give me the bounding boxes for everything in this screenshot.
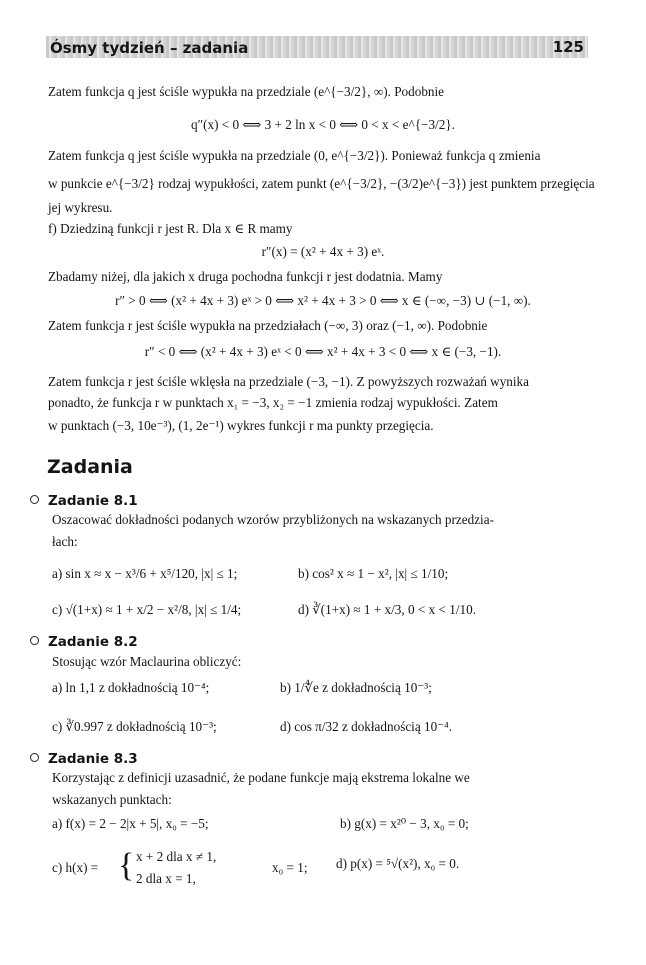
task-item-c: c) ∛0.997 z dokładnością 10⁻³; — [52, 719, 217, 734]
task-item-c-label: c) h(x) = — [52, 860, 99, 875]
bullet-circle-icon — [30, 753, 39, 762]
paragraph-line: jej wykresu. — [48, 200, 113, 215]
task-label: Zadanie 8.3 — [48, 751, 138, 767]
paragraph-line: ponadto, że funkcja r w punktach x₁ = −3, x₂ = −1 zmienia rodzaj wypukłości. Zatem — [48, 395, 498, 410]
task-heading — [30, 634, 138, 650]
equation: r″ < 0 ⟺ (x² + 4x + 3) eˣ < 0 ⟺ x² + 4x + 3 < 0 ⟺ x ∈ (−3, −1). — [144, 344, 502, 359]
task-label: Zadanie 8.2 — [48, 634, 138, 650]
task-text: Oszacować dokładności podanych wzorów przybliżonych na wskazanych przedzia- — [52, 512, 494, 527]
task-text: Korzystając z definicji uzasadnić, że podane funkcje mają ekstrema lokalne we — [52, 770, 470, 785]
task-item-b: b) g(x) = x²⁰ − 3, x₀ = 0; — [340, 816, 469, 831]
paragraph-line: Zatem funkcja q jest ściśle wypukła na przedziale (0, e^{−3/2}). Ponieważ funkcja q zmienia — [48, 148, 541, 163]
equation: q″(x) < 0 ⟺ 3 + 2 ln x < 0 ⟺ 0 < x < e^{−3/2}. — [191, 117, 455, 132]
task-item-a: a) sin x ≈ x − x³/6 + x⁵/120, |x| ≤ 1; — [52, 566, 238, 581]
piecewise-case-1: x + 2 dla x ≠ 1, — [136, 849, 217, 864]
equation: r″(x) = (x² + 4x + 3) eˣ. — [261, 244, 385, 259]
equation: r″ > 0 ⟺ (x² + 4x + 3) eˣ > 0 ⟺ x² + 4x + 3 > 0 ⟺ x ∈ (−∞, −3) ∪ (−1, ∞). — [115, 293, 531, 308]
bullet-circle-icon — [30, 495, 39, 504]
piecewise-case-2: 2 dla x = 1, — [136, 871, 196, 886]
page-number: 125 — [552, 38, 584, 56]
task-item-c: c) √(1+x) ≈ 1 + x/2 − x²/8, |x| ≤ 1/4; — [52, 602, 242, 617]
paragraph-line: Zatem funkcja r jest ściśle wklęsła na przedziale (−3, −1). Z powyższych rozważań wynika — [48, 374, 530, 389]
task-item-b: b) cos² x ≈ 1 − x², |x| ≤ 1/10; — [298, 566, 449, 581]
paragraph-line: w punktach (−3, 10e⁻³), (1, 2e⁻¹) wykres funkcji r ma punkty przegięcia. — [48, 418, 434, 433]
task-text: Stosując wzór Maclaurina obliczyć: — [52, 654, 242, 669]
task-heading — [30, 751, 138, 767]
task-label: Zadanie 8.1 — [48, 493, 138, 509]
paragraph-line: Zatem funkcja r jest ściśle wypukła na przedziałach (−∞, 3) oraz (−1, ∞). Podobnie — [48, 318, 488, 333]
paragraph-line: Zbadamy niżej, dla jakich x druga pochodna funkcji r jest dodatnia. Mamy — [48, 269, 443, 284]
running-header — [46, 36, 588, 58]
section-title: Zadania — [47, 456, 133, 478]
task-item-d: d) p(x) = ⁵√(x²), x₀ = 0. — [336, 856, 460, 871]
bullet-circle-icon — [30, 636, 39, 645]
header-title: Ósmy tydzień – zadania — [50, 39, 249, 57]
task-text: łach: — [52, 534, 78, 549]
task-item-c-x0: x₀ = 1; — [272, 860, 308, 875]
task-item-a: a) f(x) = 2 − 2|x + 5|, x₀ = −5; — [52, 816, 209, 831]
task-heading — [30, 493, 138, 509]
task-item-a: a) ln 1,1 z dokładnością 10⁻⁴; — [52, 680, 210, 695]
paragraph-line: w punkcie e^{−3/2} rodzaj wypukłości, zatem punkt (e^{−3/2}, −(3/2)e^{−3}) jest punktem przegięcia — [48, 176, 595, 191]
task-item-d: d) ∛(1+x) ≈ 1 + x/3, 0 < x < 1/10. — [298, 602, 476, 617]
task-item-b: b) 1/∜e z dokładnością 10⁻³; — [280, 680, 432, 695]
brace-glyph: { — [118, 847, 135, 884]
task-item-d: d) cos π/32 z dokładnością 10⁻⁴. — [280, 719, 453, 734]
paragraph-line: f) Dziedziną funkcji r jest R. Dla x ∈ R mamy — [48, 221, 293, 236]
paragraph-line: Zatem funkcja q jest ściśle wypukła na przedziale (e^{−3/2}, ∞). Podobnie — [48, 84, 445, 99]
task-text: wskazanych punktach: — [52, 792, 172, 807]
